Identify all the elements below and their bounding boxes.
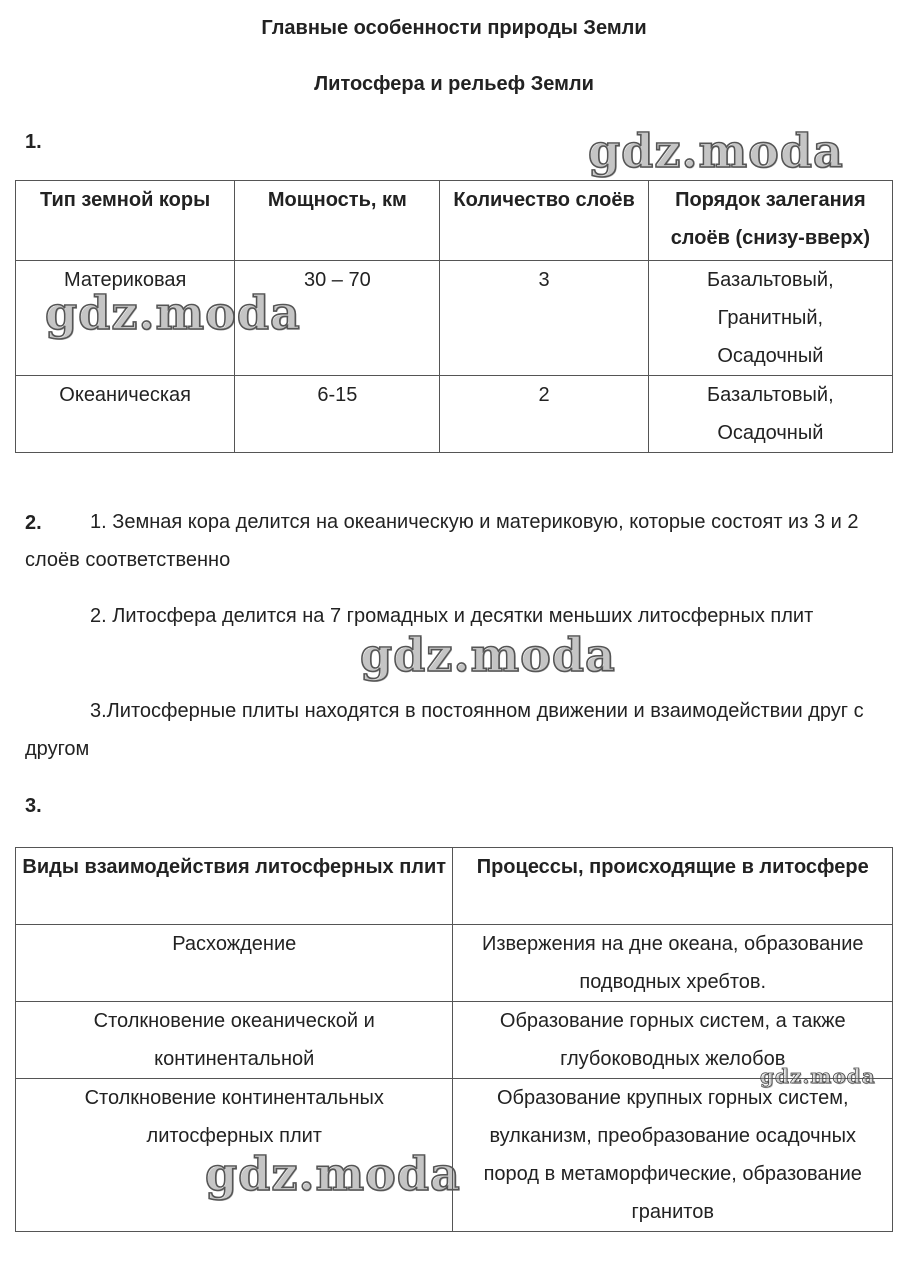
- cell-process: Образование горных систем, а также глубоководных желобов: [453, 1002, 893, 1079]
- cell-thickness: 30 – 70: [235, 261, 440, 376]
- paragraph-1: 1. Земная кора делится на океаническую и материковую, которые состоят из 3 и 2 слоёв соответственно: [25, 511, 859, 571]
- header-thickness: Мощность, км: [235, 181, 440, 261]
- table-row: [16, 376, 893, 453]
- header-kind: Виды взаимодействия литосферных плит: [16, 848, 453, 925]
- cell-type: Океаническая: [16, 376, 235, 453]
- paragraph-3: 3.Литосферные плиты находятся в постоянном движении и взаимодействии друг с другом: [25, 700, 864, 760]
- order-line: Осадочный: [717, 345, 824, 367]
- table-row: [16, 1079, 893, 1232]
- cell-layers: 2: [440, 376, 648, 453]
- header-type: Тип земной коры: [16, 181, 235, 261]
- order-line: Базальтовый,: [707, 384, 834, 406]
- cell-layers: 3: [440, 261, 648, 376]
- table-row: [16, 261, 893, 376]
- watermark-logo: gdz.moda: [45, 286, 301, 340]
- cell-thickness: 6-15: [235, 376, 440, 453]
- cell-type: Материковая: [16, 261, 235, 376]
- cell-process: Образование крупных горных систем, вулканизм, преобразование осадочных пород в метаморфические, образование гранитов: [453, 1079, 893, 1232]
- section-1-number: 1.: [25, 131, 42, 153]
- header-order: Порядок залегания слоёв (снизу-вверх): [648, 181, 892, 261]
- order-line: Осадочный: [717, 422, 824, 444]
- page-title: Главные особенности природы Земли: [261, 17, 647, 39]
- watermark-logo: gdz.moda: [205, 1147, 461, 1201]
- cell-order: [648, 261, 892, 376]
- cell-process: Извержения на дне океана, образование подводных хребтов.: [453, 925, 893, 1002]
- paragraph-2: 2. Литосфера делится на 7 громадных и десятки меньших литосферных плит: [90, 605, 814, 627]
- crust-table: [15, 180, 893, 453]
- table-row: [16, 925, 893, 1002]
- watermark-logo: gdz.moda: [760, 1064, 876, 1088]
- header-layers: Количество слоёв: [440, 181, 648, 261]
- crust-table-header: [16, 181, 893, 261]
- section-2-number: 2.: [25, 512, 42, 534]
- plates-table: [15, 847, 893, 1232]
- header-process: Процессы, происходящие в литосфере: [453, 848, 893, 925]
- cell-kind: Столкновение океанической и континентальной: [16, 1002, 453, 1079]
- order-line: Гранитный,: [717, 307, 824, 329]
- section-3-number: 3.: [25, 795, 42, 817]
- page-subtitle: Литосфера и рельеф Земли: [314, 73, 594, 95]
- cell-kind: Расхождение: [16, 925, 453, 1002]
- cell-kind: Столкновение континентальных литосферных плит: [16, 1079, 453, 1232]
- watermark-logo: gdz.moda: [360, 628, 616, 682]
- plates-table-header: [16, 848, 893, 925]
- watermark-logo: gdz.moda: [588, 124, 844, 178]
- order-line: Базальтовый,: [707, 269, 834, 291]
- cell-order: [648, 376, 892, 453]
- table-row: [16, 1002, 893, 1079]
